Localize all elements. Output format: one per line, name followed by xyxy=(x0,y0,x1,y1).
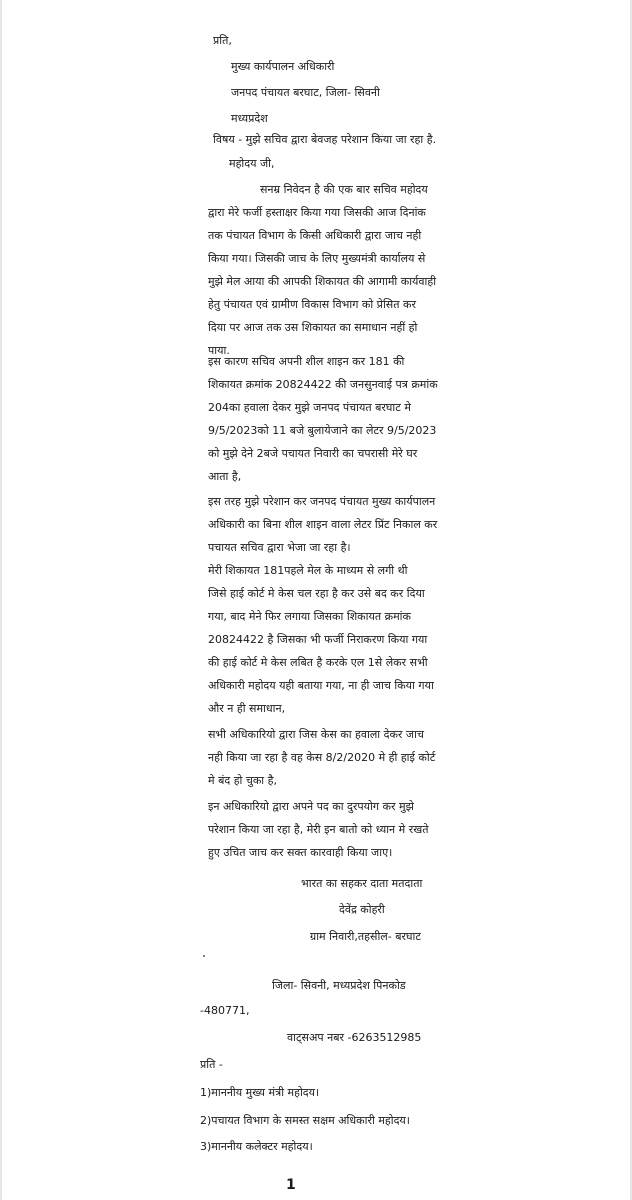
cc-item: 1)माननीय मुख्य मंत्री महोदय। xyxy=(200,1086,320,1099)
paragraph-line: तक पंचायत विभाग के किसी अधिकारी द्वारा जाच नही xyxy=(208,229,422,242)
paragraph-3 xyxy=(208,490,628,559)
paragraph-line: सनम्र निवेदन है की एक बार सचिव महोदय xyxy=(260,183,428,196)
paragraph-line: इन अधिकारियो द्वारा अपने पद का दुरपयोग कर मुझे xyxy=(208,800,414,813)
salutation-to: प्रति, xyxy=(213,34,232,47)
paragraph-line: नही किया जा रहा है वह केस 8/2/2020 मे ही हाई कोर्ट xyxy=(208,751,436,764)
paragraph-line: इस कारण सचिव अपनी शील शाइन कर 181 की xyxy=(208,355,405,368)
recipient-state: मध्यप्रदेश xyxy=(231,112,268,125)
paragraph-line: इस तरह मुझे परेशान कर जनपद पंचायत मुख्य कार्यपालन xyxy=(208,495,436,508)
paragraph-line: गया, बाद मेने फिर लगाया जिसका शिकायत क्रमांक xyxy=(208,610,411,623)
paragraph-5 xyxy=(208,723,628,792)
signature-name: देवेंद्र कोहरी xyxy=(339,903,385,916)
paragraph-line: परेशान किया जा रहा है, मेरी इन बातो को ध्यान मे रखते xyxy=(208,823,429,836)
paragraph-1 xyxy=(208,178,628,362)
whatsapp-number: वाट्सअप नबर -6263512985 xyxy=(287,1031,422,1044)
paragraph-line: 204का हवाला देकर मुझे जनपद पंचायत बरघाट मे xyxy=(208,401,411,414)
paragraph-line: अधिकारी महोदय यही बताया गया, ना ही जाच किया गया xyxy=(208,679,434,692)
pincode: -480771, xyxy=(200,1004,250,1017)
recipient-office: जनपद पंचायत बरघाट, जिला- सिवनी xyxy=(231,86,380,99)
paragraph-line: मे बंद हो चुका है, xyxy=(208,774,277,787)
signature-line-1: भारत का सहकर दाता मतदाता xyxy=(301,877,423,890)
cc-item: 2)पचायत विभाग के समस्त सक्षम अधिकारी महोदय। xyxy=(200,1114,410,1127)
greeting: महोदय जी, xyxy=(229,157,275,170)
paragraph-6 xyxy=(208,795,628,864)
cc-heading: प्रति - xyxy=(200,1058,223,1071)
paragraph-line: पचायत सचिव द्वारा भेजा जा रहा है। xyxy=(208,541,351,554)
paragraph-line: और न ही समाधान, xyxy=(208,702,286,715)
scan-speck xyxy=(203,955,205,957)
paragraph-line: हुए उचित जाच कर सक्त कारवाही किया जाए। xyxy=(208,846,393,859)
signature-address: ग्राम निवारी,तहसील- बरघाट xyxy=(310,930,421,943)
page-number: 1 xyxy=(286,1177,296,1193)
paragraph-line: किया गया। जिसकी जाच के लिए मुख्यमंत्री कार्यालय से xyxy=(208,252,426,265)
paragraph-line: की हाई कोर्ट मे केस लबित है करके एल 1से लेकर सभी xyxy=(208,656,428,669)
paragraph-4 xyxy=(208,559,628,720)
paragraph-line: द्वारा मेरे फर्जी हस्ताक्षर किया गया जिसकी आज दिनांक xyxy=(208,206,426,219)
paragraph-line: जिसे हाई कोर्ट मे केस चल रहा है कर उसे बद कर दिया xyxy=(208,587,425,600)
paragraph-line: आता है, xyxy=(208,470,242,483)
paragraph-line: 20824422 है जिसका भी फर्जी निराकरण किया गया xyxy=(208,633,428,646)
scan-edge-left xyxy=(0,0,2,1200)
cc-item: 3)माननीय कलेक्टर महोदय। xyxy=(200,1140,313,1153)
paragraph-line: अधिकारी का बिना शील शाइन वाला लेटर प्रिंट निकाल कर xyxy=(208,518,438,531)
paragraph-line: हेतु पंचायत एवं ग्रामीण विकास विभाग को प्रेसित कर xyxy=(208,298,416,311)
paragraph-line: मेरी शिकायत 181पहले मेल के माध्यम से लगी थी xyxy=(208,564,408,577)
paragraph-line: दिया पर आज तक उस शिकायत का समाधान नहीं हो xyxy=(208,321,418,334)
paragraph-2 xyxy=(208,350,628,488)
paragraph-line: पाया. xyxy=(208,344,230,357)
paragraph-line: मुझे मेल आया की आपकी शिकायत की आगामी कार्यवाही xyxy=(208,275,437,288)
recipient-title: मुख्य कार्यपालन अधिकारी xyxy=(231,60,335,73)
paragraph-line: सभी अधिकारियो द्वारा जिस केस का हवाला देकर जाच xyxy=(208,728,424,741)
paragraph-line: 9/5/2023को 11 बजे बुलायेजाने का लेटर 9/5/2023 xyxy=(208,424,437,437)
district-line: जिला- सिवनी, मध्यप्रदेश पिनकोड xyxy=(272,979,406,992)
subject-line: विषय - मुझे सचिव द्वारा बेवजह परेशान किया जा रहा है. xyxy=(213,133,437,146)
paragraph-line: को मुझे देने 2बजे पचायत निवारी का चपरासी मेरे घर xyxy=(208,447,418,460)
paragraph-line: शिकायत क्रमांक 20824422 की जनसुनवाई पत्र क्रमांक xyxy=(208,378,438,391)
